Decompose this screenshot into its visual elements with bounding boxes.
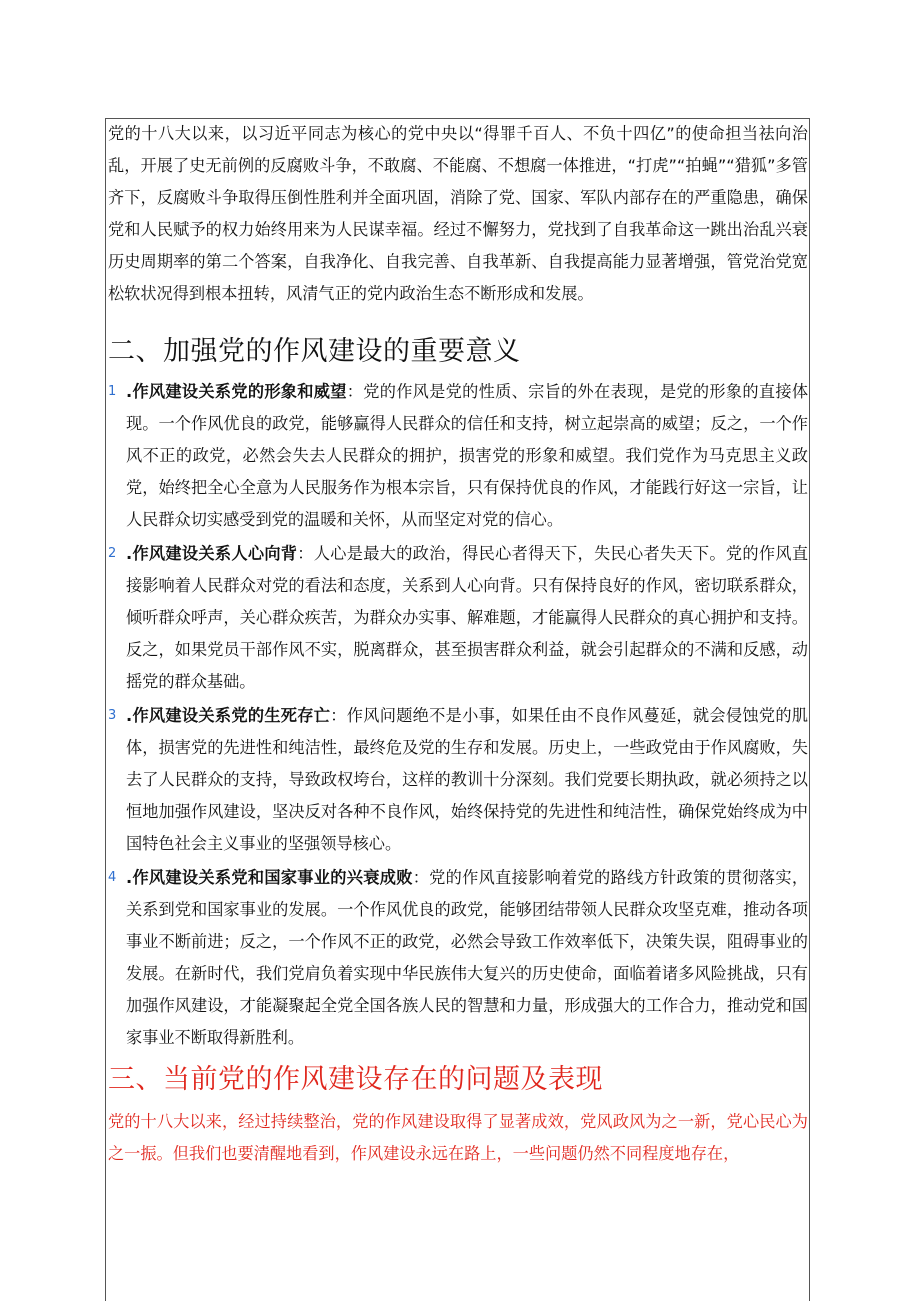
list-item: [108, 862, 808, 1054]
list-item-title: .作风建设关系党和国家事业的兴衰成败: [126, 868, 413, 887]
list-item-text: ：作风问题绝不是小事，如果任由不良作风蔓延，就会侵蚀党的肌体，损害党的先进性和纯洁性，最终危及党的生存和发展。历史上，一些政党由于作风腐败，失去了人民群众的支持，导致政权垮台，这样的教训十分深刻。我们党要长期执政，就必须持之以恒地加强作风建设，坚决反对各种不良作风，始终保持党的先进性和纯洁性，确保党始终成为中国特色社会主义事业的坚强领导核心。: [126, 706, 809, 853]
list-item: [108, 700, 808, 860]
list-item-title: .作风建设关系党的形象和威望: [126, 382, 347, 401]
list-item: [108, 538, 808, 698]
intro-paragraph: 党的十八大以来，以习近平同志为核心的党中央以“得罪千百人、不负十四亿”的使命担当祛向治乱，开展了史无前例的反腐败斗争，不敢腐、不能腐、不想腐一体推进，“打虎”“拍蝇”“猎狐”多管齐下，反腐败斗争取得压倒性胜利并全面巩固，消除了党、国家、军队内部存在的严重隐患，确保党和人民赋予的权力始终用来为人民谋幸福。经过不懈努力，党找到了自我革命这一跳出治乱兴衰历史周期率的第二个答案，自我净化、自我完善、自我革新、自我提高能力显著增强，管党治党宽松软状况得到根本扭转，风清气正的党内政治生态不断形成和发展。: [108, 124, 808, 303]
section-3-paragraph: 党的十八大以来，经过持续整治，党的作风建设取得了显著成效，党风政风为之一新，党心民心为之一振。但我们也要清醒地看到，作风建设永远在路上，一些问题仍然不同程度地存在，: [108, 1112, 808, 1163]
list-item-number: 2: [108, 546, 117, 561]
section-3-heading: 三、当前党的作风建设存在的问题及表现: [108, 1064, 603, 1095]
document-body: [108, 118, 808, 1170]
list-item-title: .作风建设关系人心向背: [126, 544, 298, 563]
list-item-number: 4: [108, 870, 117, 885]
list-item: [108, 376, 808, 536]
list-item-text: ：党的作风直接影响着党的路线方针政策的贯彻落实，关系到党和国家事业的发展。一个作风优良的政党，能够团结带领人民群众攻坚克难，推动各项事业不断前进；反之，一个作风不正的政党，必然会导致工作效率低下，决策失误，阻碍事业的发展。在新时代，我们党肩负着实现中华民族伟大复兴的历史使命，面临着诸多风险挑战，只有加强作风建设，才能凝聚起全党全国各族人民的智慧和力量，形成强大的工作合力，推动党和国家事业不断取得新胜利。: [126, 868, 809, 1047]
list-item-number: 1: [108, 384, 117, 399]
list-item-text: ：人心是最大的政治，得民心者得天下，失民心者失天下。党的作风直接影响着人民群众对党的看法和态度，关系到人心向背。只有保持良好的作风，密切联系群众，倾听群众呼声，关心群众疾苦，为群众办实事、解难题，才能赢得人民群众的真心拥护和支持。反之，如果党员干部作风不实，脱离群众，甚至损害群众利益，就会引起群众的不满和反感，动摇党的群众基础。: [126, 544, 809, 691]
list-item-number: 3: [108, 708, 117, 723]
list-item-title: .作风建设关系党的生死存亡: [126, 706, 331, 725]
list-item-text: ：党的作风是党的性质、宗旨的外在表现，是党的形象的直接体现。一个作风优良的政党，能够赢得人民群众的信任和支持，树立起崇高的威望；反之，一个作风不正的政党，必然会失去人民群众的拥护，损害党的形象和威望。我们党作为马克思主义政党，始终把全心全意为人民服务作为根本宗旨，只有保持优良的作风，才能践行好这一宗旨，让人民群众切实感受到党的温暖和关怀，从而坚定对党的信心。: [126, 382, 809, 529]
section-2-heading: 二、加强党的作风建设的重要意义: [108, 336, 521, 367]
